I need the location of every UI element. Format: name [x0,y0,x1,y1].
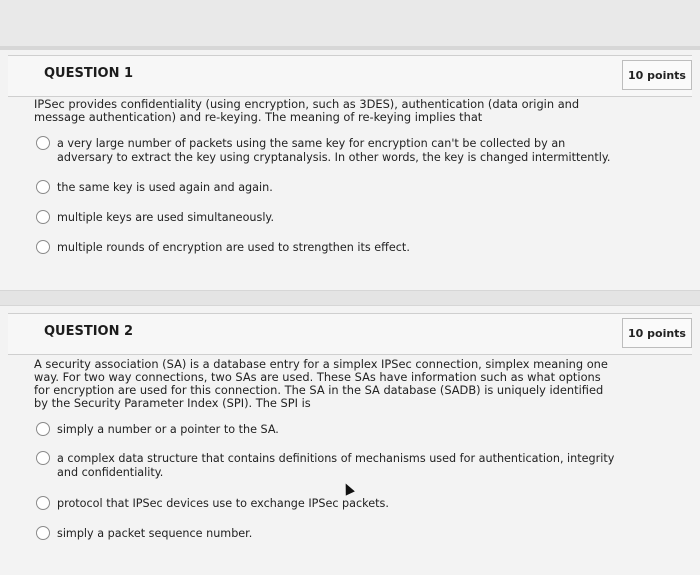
question-1-option-2[interactable] [36,181,616,195]
radio-button[interactable] [36,136,50,150]
option-label: a complex data structure that contains definitions of mechanisms used for authentication, integrity and confidentiality. [57,452,615,479]
question-2-option-1[interactable] [36,423,616,437]
option-label: multiple rounds of encryption are used to strengthen its effect. [57,241,410,254]
radio-button[interactable] [36,210,50,224]
question-1-option-4[interactable] [36,241,616,255]
question-1-option-3[interactable] [36,211,616,225]
question-2-option-4[interactable] [36,527,616,541]
option-label: simply a packet sequence number. [57,527,253,540]
option-label: the same key is used again and again. [57,181,273,194]
question-1-points: 10 points [622,60,692,90]
question-1-header [8,55,692,97]
question-1-text: IPSec provides confidentiality (using encryption, such as 3DES), authentication (data origin and message authentication) and re-keying. The meaning of re-keying implies that [34,97,580,124]
question-2-header [8,313,692,355]
question-2-option-2[interactable] [36,452,616,479]
top-bar [0,0,700,50]
question-2-text: A security association (SA) is a database entry for a simplex IPSec connection, simplex meaning one way. For two way connections, two SAs are used. These SAs have information such as what options for encryption are used for this connection. The SA in the SA database (SADB) is uniquely identified by the Security Parameter Index (SPI). The SPI is [34,357,608,410]
option-label: a very large number of packets using the same key for encryption can't be collected by an adversary to extract the key using cryptanalysis. In other words, the key is changed intermittently. [57,137,611,164]
radio-button[interactable] [36,240,50,254]
radio-button[interactable] [36,422,50,436]
question-2-title: QUESTION 2 [44,324,134,339]
radio-button[interactable] [36,496,50,510]
question-1-option-1[interactable] [36,137,616,164]
question-1-title: QUESTION 1 [44,66,134,81]
mouse-cursor-icon [341,481,355,495]
radio-button[interactable] [36,526,50,540]
radio-button[interactable] [36,451,50,465]
option-label: simply a number or a pointer to the SA. [57,423,279,436]
radio-button[interactable] [36,180,50,194]
option-label: multiple keys are used simultaneously. [57,211,275,224]
question-2-option-3[interactable] [36,497,616,511]
question-2-points: 10 points [622,318,692,348]
option-label: protocol that IPSec devices use to exchange IPSec packets. [57,497,389,510]
question-divider [0,290,700,306]
